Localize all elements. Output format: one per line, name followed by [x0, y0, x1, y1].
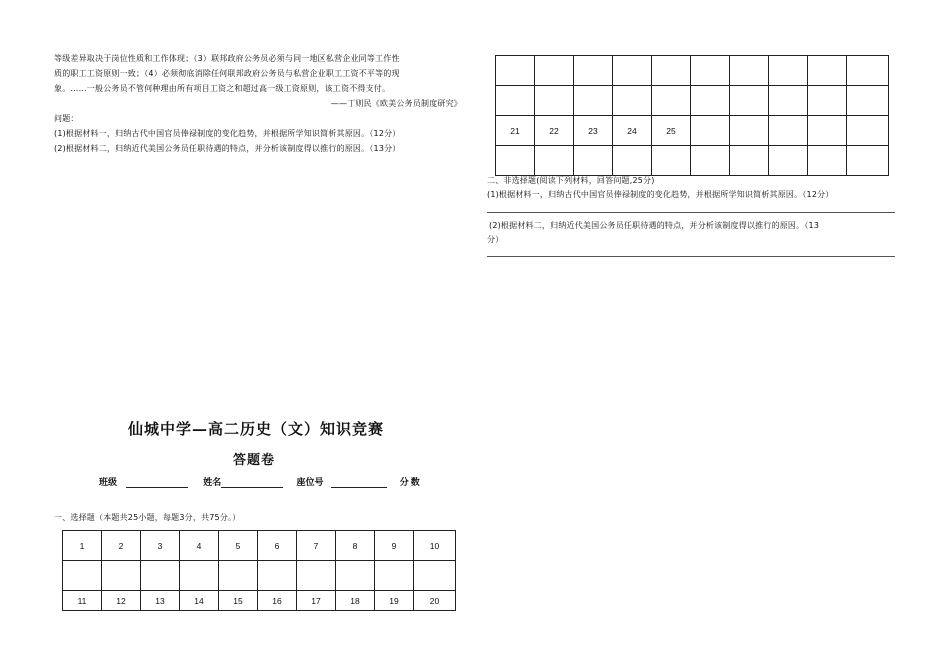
answer-cell[interactable]: [808, 86, 847, 116]
seat-label: 座位号: [296, 478, 324, 488]
answer-cell[interactable]: [496, 56, 535, 86]
answer-cell[interactable]: [808, 56, 847, 86]
answer-cell[interactable]: [180, 561, 219, 591]
question-number-cell: 11: [63, 591, 102, 611]
answer-cell[interactable]: [297, 561, 336, 591]
question-number-cell: [691, 116, 730, 146]
answer-line[interactable]: [487, 212, 895, 213]
question-number-cell: 18: [336, 591, 375, 611]
answer-cell[interactable]: [847, 146, 889, 176]
answer-cell[interactable]: [574, 86, 613, 116]
answer-cell[interactable]: [141, 561, 180, 591]
seat-field[interactable]: [331, 477, 387, 488]
answer-cell[interactable]: [336, 561, 375, 591]
answer-cell[interactable]: [691, 86, 730, 116]
question-number-cell: [847, 116, 889, 146]
answer-cell[interactable]: [652, 146, 691, 176]
question-number-cell: 17: [297, 591, 336, 611]
answer-cell[interactable]: [496, 146, 535, 176]
question-number-cell: 7: [297, 531, 336, 561]
answer-cell[interactable]: [535, 56, 574, 86]
question-number-cell: 16: [258, 591, 297, 611]
question-number-cell: 25: [652, 116, 691, 146]
answer-cell[interactable]: [219, 561, 258, 591]
question-number-cell: 23: [574, 116, 613, 146]
question-number-cell: [808, 116, 847, 146]
question-number-cell: 10: [414, 531, 456, 561]
answer-cell[interactable]: [730, 146, 769, 176]
answer-cell[interactable]: [574, 56, 613, 86]
answer-cell[interactable]: [414, 561, 456, 591]
page-title: 仙城中学—高二历史（文）知识竞赛: [128, 420, 385, 438]
answer-cell[interactable]: [613, 56, 652, 86]
material-source: ——丁则民《欧美公务员制度研究》: [330, 99, 462, 108]
right-question-1: (1)根据材料一，归纳古代中国官员俸禄制度的变化趋势，并根据所学知识简析其原因。（12分）: [487, 190, 834, 199]
section2-heading: 二、非选择题(阅读下列材料，回答问题,25分): [487, 176, 655, 185]
question-number-cell: 14: [180, 591, 219, 611]
answer-cell[interactable]: [730, 56, 769, 86]
answer-cell[interactable]: [535, 146, 574, 176]
answer-cell[interactable]: [63, 561, 102, 591]
question-number-cell: 8: [336, 531, 375, 561]
answer-cell[interactable]: [574, 146, 613, 176]
question-number-cell: 1: [63, 531, 102, 561]
material-line-3: 象。……一般公务员不管何种理由所有项目工资之和超过高一级工资原则，该工资不得支付。: [54, 84, 391, 93]
section1-heading: 一、选择题（本题共25小题，每题3分，共75分。）: [54, 513, 241, 522]
answer-cell[interactable]: [652, 56, 691, 86]
question-number-cell: 22: [535, 116, 574, 146]
answer-cell[interactable]: [652, 86, 691, 116]
page-subtitle: 答题卷: [233, 453, 276, 468]
question-number-cell: 19: [375, 591, 414, 611]
answer-grid-right: [495, 55, 889, 176]
answer-cell[interactable]: [496, 86, 535, 116]
answer-cell[interactable]: [769, 146, 808, 176]
answer-cell[interactable]: [102, 561, 141, 591]
question-number-cell: 6: [258, 531, 297, 561]
question-number-cell: 20: [414, 591, 456, 611]
material-line-2: 质的职工工资原则一致；（4）必须彻底消除任何联邦政府公务员与私营企业职工工资不平等的现: [54, 69, 400, 78]
answer-cell[interactable]: [847, 56, 889, 86]
class-field[interactable]: [126, 477, 188, 488]
left-question-1: (1)根据材料一，归纳古代中国官员俸禄制度的变化趋势，并根据所学知识简析其原因。（12分）: [54, 129, 401, 138]
answer-cell[interactable]: [375, 561, 414, 591]
material-line-1: 等级差异取决于岗位性质和工作体现；（3）联邦政府公务员必须与同一地区私营企业同等工作性: [54, 54, 400, 63]
answer-cell[interactable]: [769, 86, 808, 116]
answer-line[interactable]: [487, 256, 895, 257]
name-field[interactable]: [221, 477, 283, 488]
left-question-2: (2)根据材料二，归纳近代美国公务员任职待遇的特点，并分析该制度得以推行的原因。（13分）: [54, 144, 401, 153]
answer-cell[interactable]: [808, 146, 847, 176]
answer-cell[interactable]: [691, 56, 730, 86]
name-label: 姓名: [203, 478, 222, 488]
question-number-cell: 4: [180, 531, 219, 561]
answer-cell[interactable]: [691, 146, 730, 176]
answer-cell[interactable]: [258, 561, 297, 591]
question-number-cell: 15: [219, 591, 258, 611]
student-info-row: [99, 475, 422, 488]
question-label: 问题：: [54, 114, 79, 123]
question-number-cell: [769, 116, 808, 146]
score-label: 分数: [399, 478, 422, 488]
question-number-cell: 24: [613, 116, 652, 146]
answer-cell[interactable]: [613, 86, 652, 116]
question-number-cell: 5: [219, 531, 258, 561]
question-number-cell: 9: [375, 531, 414, 561]
class-label: 班级: [99, 478, 118, 488]
question-number-cell: [730, 116, 769, 146]
right-question-2-line1: (2)根据材料二，归纳近代美国公务员任职待遇的特点，并分析该制度得以推行的原因。（13: [489, 221, 820, 230]
answer-grid-left: [62, 530, 456, 611]
answer-cell[interactable]: [730, 86, 769, 116]
answer-cell[interactable]: [613, 146, 652, 176]
answer-cell[interactable]: [769, 56, 808, 86]
answer-cell[interactable]: [847, 86, 889, 116]
question-number-cell: 21: [496, 116, 535, 146]
answer-cell[interactable]: [535, 86, 574, 116]
right-question-2-line2: 分）: [487, 235, 504, 244]
question-number-cell: 12: [102, 591, 141, 611]
question-number-cell: 13: [141, 591, 180, 611]
question-number-cell: 3: [141, 531, 180, 561]
question-number-cell: 2: [102, 531, 141, 561]
